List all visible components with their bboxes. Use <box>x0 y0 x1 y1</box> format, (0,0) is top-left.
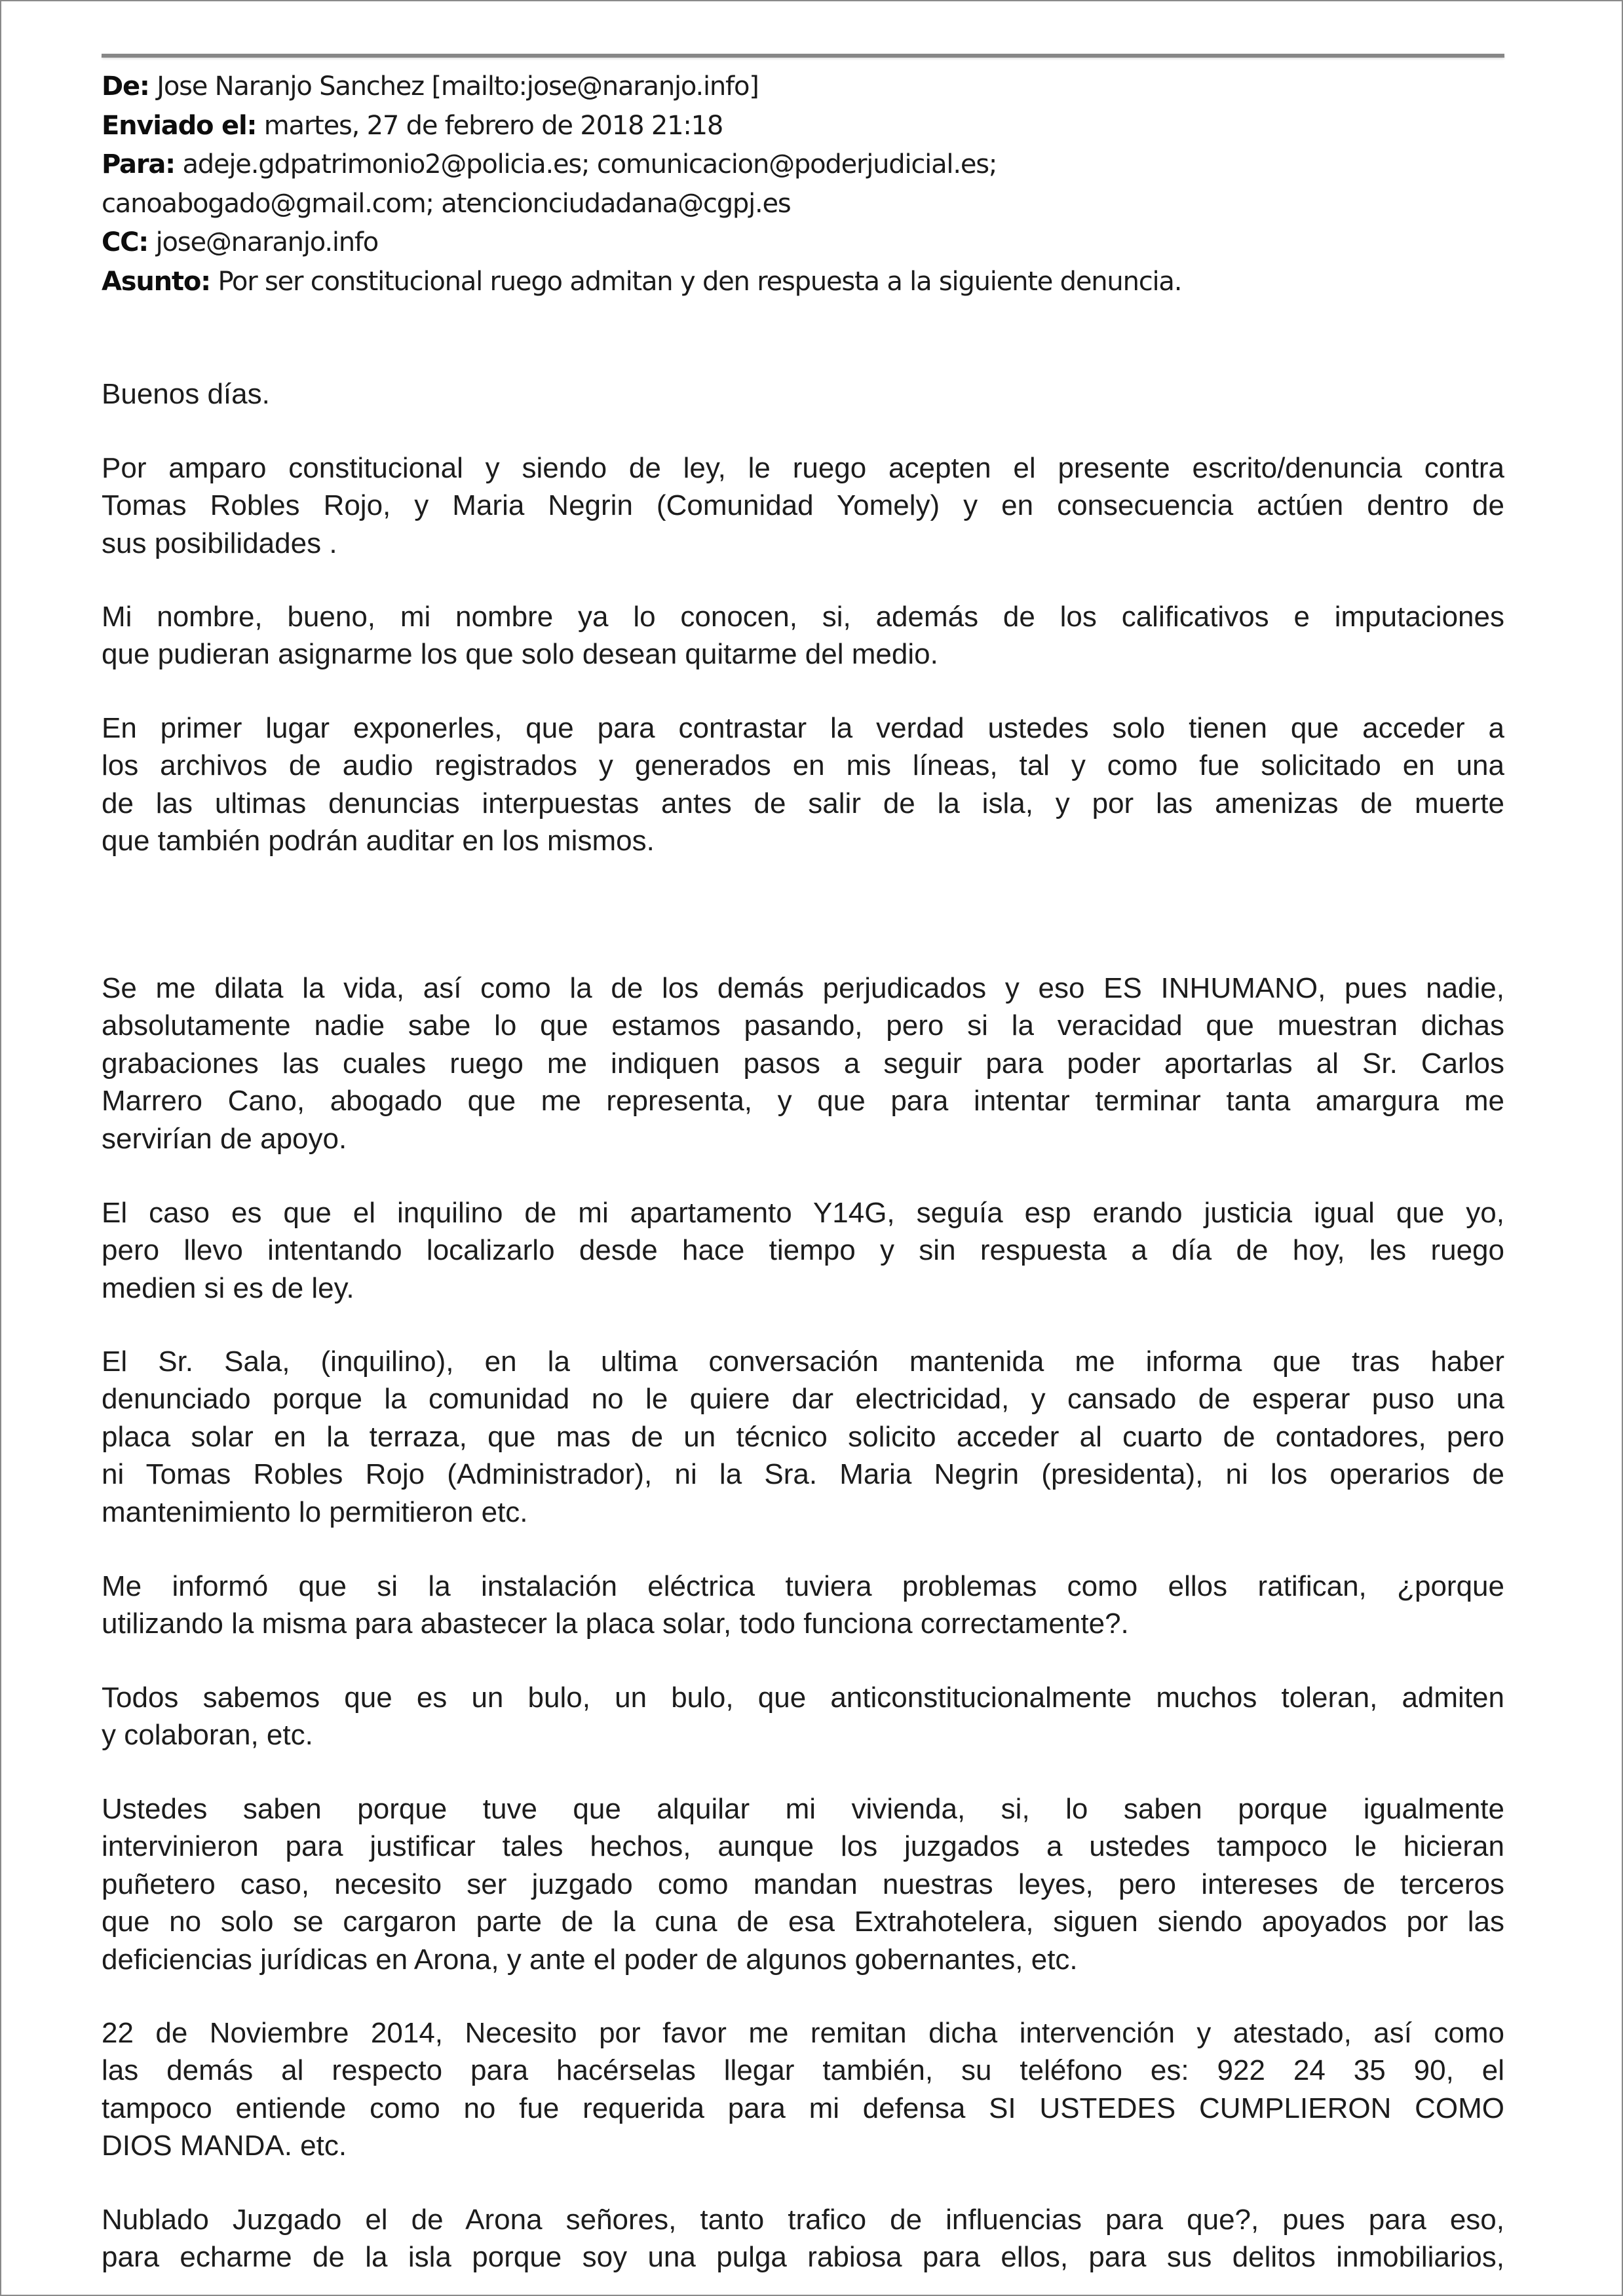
paragraph-line: Marrero Cano, abogado que me representa, y que para intentar terminar tanta amargura me <box>102 1085 1504 1118</box>
paragraph-line: absolutamente nadie sabe lo que estamos pasando, pero si la veracidad que muestran dichas <box>102 1009 1504 1042</box>
subject-label: Asunto: <box>102 266 210 297</box>
paragraph-line: ni Tomas Robles Rojo (Administrador), ni la Sra. Maria Negrin (presidenta), ni los operarios de <box>102 1458 1504 1491</box>
paragraph-line: placa solar en la terraza, que mas de un técnico solicito acceder al cuarto de contadores, pero <box>102 1420 1504 1453</box>
paragraph-line: tampoco entiende como no fue requerida para mi defensa SI USTEDES CUMPLIERON COMO <box>102 2092 1504 2124</box>
to-row-continued <box>102 185 1543 224</box>
paragraph-line: los archivos de audio registrados y generados en mis líneas, tal y como fue solicitado en una <box>102 749 1504 782</box>
to-value-line1: adeje.gdpatrimonio2@policia.es; comunicacion@poderjudicial.es; <box>182 149 997 179</box>
body-paragraph <box>102 2201 1504 2276</box>
to-label: Para: <box>102 149 175 179</box>
paragraph-line: que pudieran asignarme los que solo desean quitarme del medio. <box>102 638 938 671</box>
body-paragraph <box>102 1194 1504 1307</box>
paragraph-line: las demás al respecto para hacérselas llegar también, su teléfono es: 922 24 35 90, el <box>102 2054 1504 2087</box>
paragraph-line: servirían de apoyo. <box>102 1122 347 1155</box>
body-paragraph <box>102 1679 1504 1754</box>
paragraph-line: de las ultimas denuncias interpuestas antes de salir de la isla, y por las amenizas de muerte <box>102 787 1504 819</box>
body-paragraph <box>102 598 1504 673</box>
paragraph-line: En primer lugar exponerles, que para contrastar la verdad ustedes solo tienen que acceder a <box>102 712 1504 744</box>
cc-value: jose@naranjo.info <box>155 227 379 257</box>
body-paragraph <box>102 2014 1504 2165</box>
paragraph-line: Ustedes saben porque tuve que alquilar mi vivienda, si, lo saben porque igualmente <box>102 1793 1504 1825</box>
paragraph-line: intervinieron para justificar tales hechos, aunque los juzgados a ustedes tampoco le hicieran <box>102 1830 1504 1863</box>
cc-row <box>102 223 1543 263</box>
sent-label: Enviado el: <box>102 110 257 141</box>
paragraph-line: pero llevo intentando localizarlo desde hace tiempo y sin respuesta a día de hoy, les ruego <box>102 1234 1504 1267</box>
from-row <box>102 67 1543 107</box>
paragraph-line: El caso es que el inquilino de mi apartamento Y14G, seguía esp erando justicia igual que yo, <box>102 1197 1504 1229</box>
paragraph-line: utilizando la misma para abastecer la placa solar, todo funciona correctamente?. <box>102 1608 1129 1640</box>
paragraph-line: Tomas Robles Rojo, y Maria Negrin (Comunidad Yomely) y en consecuencia actúen dentro de <box>102 489 1504 522</box>
body-paragraph <box>102 1343 1504 1531</box>
paragraph-line: Todos sabemos que es un bulo, un bulo, que anticonstitucionalmente muchos toleran, admiten <box>102 1682 1504 1714</box>
paragraph-line: sus posibilidades . <box>102 527 337 559</box>
paragraph-line: 22 de Noviembre 2014, Necesito por favor me remitan dicha intervención y atestado, así como <box>102 2017 1504 2049</box>
body-paragraph <box>102 709 1504 860</box>
email-header <box>102 67 1543 301</box>
paragraph-line: Me informó que si la instalación eléctrica tuviera problemas como ellos ratifican, ¿porque <box>102 1570 1504 1602</box>
sent-row <box>102 107 1543 146</box>
sent-value: martes, 27 de febrero de 2018 21:18 <box>263 110 723 141</box>
paragraph-line: para echarme de la isla porque soy una pulga rabiosa para ellos, para sus delitos inmobiliarios, <box>102 2241 1504 2274</box>
subject-row <box>102 263 1543 302</box>
paragraph-line: denunciado porque la comunidad no le quiere dar electricidad, y cansado de esperar puso una <box>102 1383 1504 1416</box>
body-paragraph <box>102 969 1504 1157</box>
body-paragraph <box>102 1568 1504 1643</box>
paragraph-line: DIOS MANDA. etc. <box>102 2130 347 2162</box>
paragraph-line: que no solo se cargaron parte de la cuna de esa Extrahotelera, siguen siendo apoyados por las <box>102 1906 1504 1938</box>
paragraph-line: grabaciones las cuales ruego me indiquen pasos a seguir para poder aportarlas al Sr. Carlos <box>102 1047 1504 1080</box>
greeting <box>102 375 1504 413</box>
cc-label: CC: <box>102 227 149 257</box>
paragraph-line: medien si es de ley. <box>102 1271 354 1304</box>
paragraph-line: puñetero caso, necesito ser juzgado como mandan nuestras leyes, pero intereses de terceros <box>102 1868 1504 1900</box>
from-value: Jose Naranjo Sanchez [mailto:jose@naranjo.info] <box>157 71 759 102</box>
subject-value: Por ser constitucional ruego admitan y den respuesta a la siguiente denuncia. <box>218 266 1182 297</box>
header-separator-rule <box>102 54 1504 58</box>
to-value-line2: canoabogado@gmail.com; atencionciudadana@cgpj.es <box>102 188 791 219</box>
paragraph-line: y colaboran, etc. <box>102 1719 313 1752</box>
paragraph-line: Nublado Juzgado el de Arona señores, tanto trafico de influencias para que?, pues para eso, <box>102 2204 1504 2236</box>
greeting-text: Buenos días. <box>102 378 270 410</box>
from-label: De: <box>102 71 149 102</box>
paragraph-line: deficiencias jurídicas en Arona, y ante el poder de algunos gobernantes, etc. <box>102 1943 1078 1976</box>
paragraph-line: Se me dilata la vida, así como la de los demás perjudicados y eso ES INHUMANO, pues nadie, <box>102 972 1504 1004</box>
body-paragraph <box>102 449 1504 562</box>
paragraph-line: El Sr. Sala, (inquilino), en la ultima conversación mantenida me informa que tras haber <box>102 1346 1504 1378</box>
paragraph-line: Mi nombre, bueno, mi nombre ya lo conocen, si, además de los calificativos e imputaciones <box>102 601 1504 633</box>
paragraph-line: que también podrán auditar en los mismos. <box>102 825 655 857</box>
paragraph-line: Por amparo constitucional y siendo de ley, le ruego acepten el presente escrito/denuncia contra <box>102 452 1504 484</box>
body-paragraph <box>102 1790 1504 1978</box>
paragraph-line: mantenimiento lo permitieron etc. <box>102 1496 528 1528</box>
to-row <box>102 145 1543 185</box>
